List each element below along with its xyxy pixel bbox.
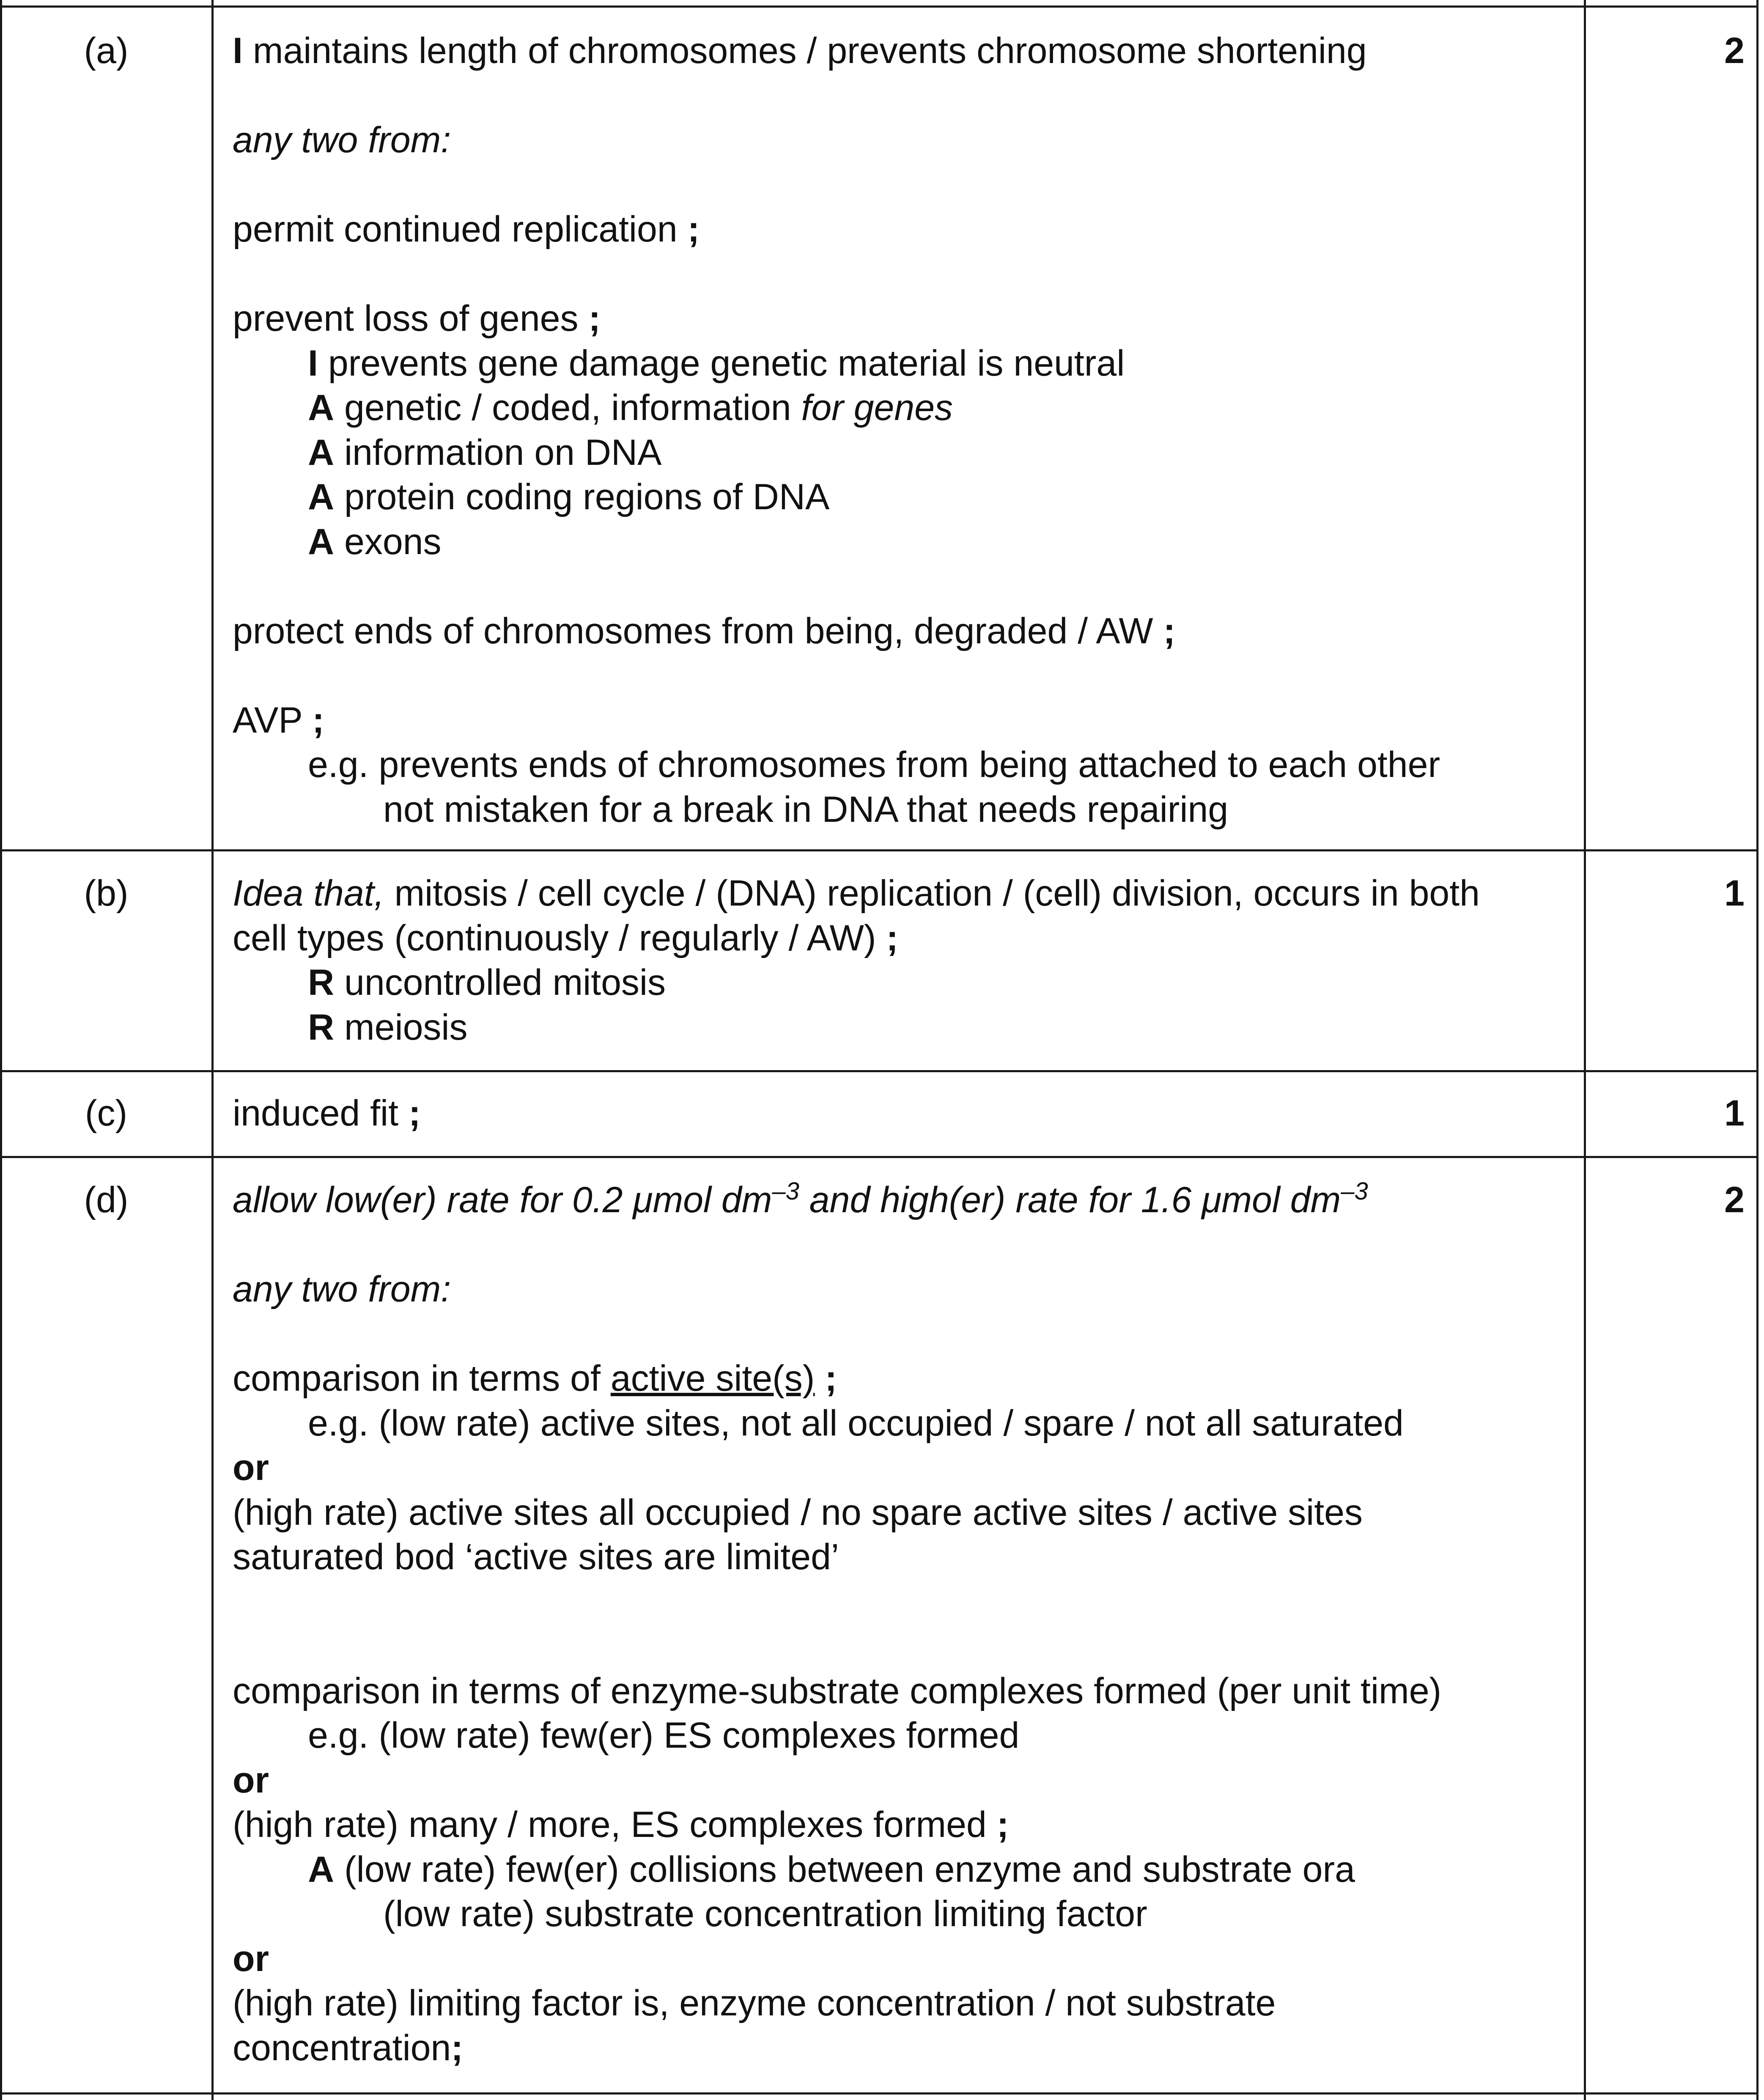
accept-code: A <box>308 521 335 562</box>
mark-point-separator: ; <box>588 298 601 339</box>
answer-line: prevent loss of genes <box>233 298 579 339</box>
answer-italic: Idea that, <box>233 873 384 914</box>
guidance-line: meiosis <box>344 1007 468 1048</box>
answer-cell-a <box>233 29 1577 832</box>
reject-code: R <box>308 1007 335 1048</box>
guidance-line: genetic / coded, information <box>344 387 791 428</box>
answer-line: mitosis / cell cycle / (DNA) replication / (cell) division, occurs in both <box>394 873 1480 914</box>
guidance-line: prevents gene damage genetic material is neutral <box>328 343 1125 384</box>
mark-point-separator: ; <box>408 1093 421 1134</box>
guidance-line: uncontrolled mitosis <box>344 962 666 1003</box>
guidance-line: e.g. (low rate) active sites, not all occupied / spare / not all saturated <box>308 1403 1404 1444</box>
column-divider-1 <box>211 0 214 2100</box>
guidance-line: (low rate) few(er) collisions between enzyme and substrate ora <box>344 1849 1355 1890</box>
guidance-italic: for genes <box>801 387 953 428</box>
row-label: (c) <box>85 1093 128 1134</box>
instruction-text: and high(er) rate for 1.6 μmol dm <box>799 1180 1341 1220</box>
mark-value: 2 <box>1724 1180 1745 1220</box>
mark-point-separator: ; <box>886 917 899 958</box>
guidance-line: not mistaken for a break in DNA that needs repairing <box>383 789 1229 830</box>
instruction-text: allow low(er) rate for 0.2 μmol dm <box>233 1180 772 1220</box>
row-divider-c-d <box>0 1156 1759 1158</box>
column-divider-2 <box>1584 0 1586 2100</box>
mark-point-separator: ; <box>996 1804 1009 1845</box>
instruction-text: any two from: <box>233 120 451 160</box>
row-label: (b) <box>84 873 129 914</box>
answer-line: comparison in terms of enzyme-substrate complexes formed (per unit time) <box>233 1670 1442 1711</box>
answer-line: concentration <box>233 2027 451 2068</box>
unit-exponent: –3 <box>1341 1178 1368 1205</box>
mark-point-separator: ; <box>312 700 324 741</box>
mark-point-separator: ; <box>1163 610 1176 651</box>
guidance-line: protein coding regions of DNA <box>344 477 830 517</box>
instruction-text: any two from: <box>233 1269 451 1309</box>
accept-code: A <box>308 477 335 517</box>
answer-line: maintains length of chromosomes / prevents chromosome shortening <box>252 30 1367 71</box>
accept-code: A <box>308 1849 335 1890</box>
row-divider-a-b <box>0 849 1759 851</box>
row-label: (a) <box>84 30 129 71</box>
table-border-left <box>0 0 2 2100</box>
guidance-line: e.g. prevents ends of chromosomes from being attached to each other <box>308 744 1440 785</box>
row-label: (d) <box>84 1180 129 1220</box>
answer-line: AVP <box>233 700 302 741</box>
mark-point-separator: ; <box>825 1358 837 1399</box>
mark-point-separator: ; <box>451 2027 463 2068</box>
guidance-line: exons <box>344 521 442 562</box>
mark-value: 1 <box>1724 1093 1745 1134</box>
mark-value: 1 <box>1724 873 1745 914</box>
row-divider-top <box>0 5 1759 8</box>
table-border-right <box>1756 0 1759 2100</box>
guidance-line: information on DNA <box>344 432 662 473</box>
accept-code: A <box>308 432 335 473</box>
row-divider-bottom <box>0 2092 1759 2095</box>
row-divider-b-c <box>0 1070 1759 1072</box>
answer-line: protect ends of chromosomes from being, degraded / AW <box>233 610 1153 651</box>
answer-cell-b <box>233 871 1577 1050</box>
mark-point-separator: ; <box>687 209 700 250</box>
accept-code: A <box>308 387 335 428</box>
or-connector: or <box>233 1760 269 1801</box>
mark-value: 2 <box>1724 30 1745 71</box>
answer-line: cell types (continuously / regularly / AW) <box>233 917 876 958</box>
answer-line: (high rate) active sites all occupied / no spare active sites / active sites <box>233 1492 1363 1533</box>
answer-cell-d <box>233 1178 1577 2070</box>
guidance-line: (low rate) substrate concentration limiting factor <box>383 1894 1147 1934</box>
or-connector: or <box>233 1447 269 1488</box>
answer-cell-c <box>233 1091 1577 1136</box>
guidance-line: e.g. (low rate) few(er) ES complexes formed <box>308 1715 1020 1756</box>
answer-line: saturated bod ‘active sites are limited’ <box>233 1537 839 1577</box>
or-connector: or <box>233 1938 269 1979</box>
reject-code: R <box>308 962 335 1003</box>
answer-line: (high rate) many / more, ES complexes formed <box>233 1804 987 1845</box>
answer-line: permit continued replication <box>233 209 678 250</box>
answer-line: (high rate) limiting factor is, enzyme concentration / not substrate <box>233 1983 1276 2023</box>
ignore-code: I <box>233 30 243 71</box>
unit-exponent: –3 <box>772 1178 799 1205</box>
answer-line: induced fit <box>233 1093 399 1134</box>
ignore-code: I <box>308 343 318 384</box>
answer-line: comparison in terms of <box>233 1358 601 1399</box>
underlined-term: active site(s) <box>610 1358 815 1399</box>
